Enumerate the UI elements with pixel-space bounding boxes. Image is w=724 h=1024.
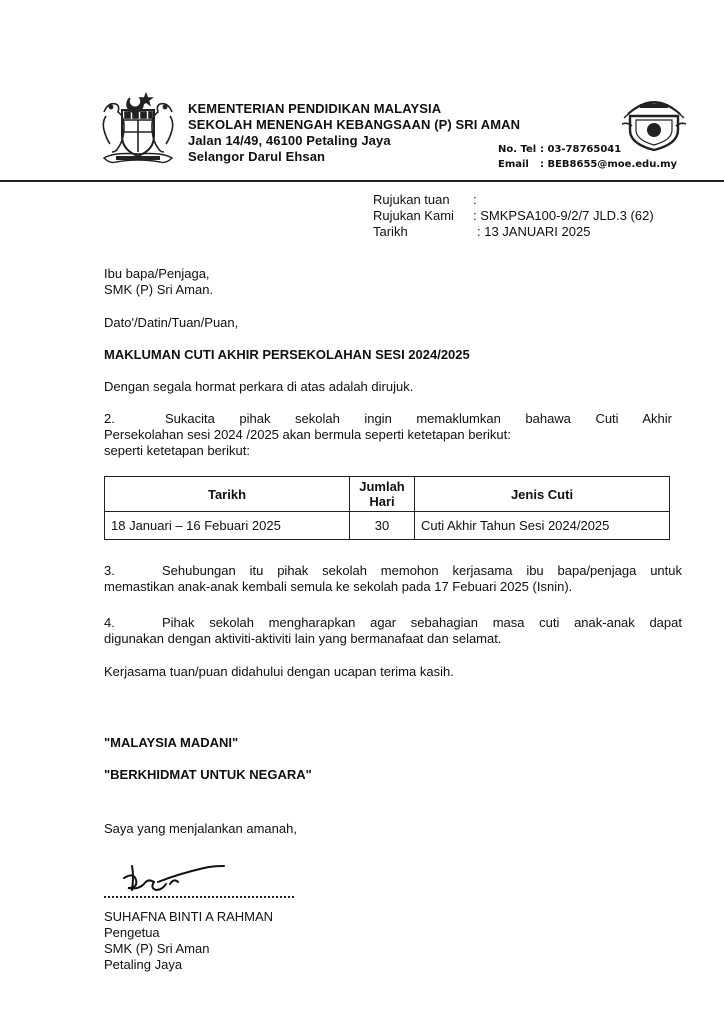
reference-label: Rujukan Kami [373,208,454,223]
reference-value: : SMKPSA100-9/2/7 JLD.3 (62) [473,208,654,223]
cell-tarikh: 18 Januari – 16 Febuari 2025 [105,512,350,540]
reference-block [373,192,654,240]
signatory-org: SMK (P) Sri Aman [104,941,210,956]
column-header-jenis-cuti: Jenis Cuti [415,477,670,512]
signatory-city: Petaling Jaya [104,957,183,972]
school-crest-logo [618,94,690,154]
paragraph-4-number: 4. [104,615,115,630]
closing-line: Kerjasama tuan/puan didahului dengan ucapan terima kasih. [104,664,454,679]
signature-line [104,896,294,898]
motto-malaysia-madani: "MALAYSIA MADANI" [104,735,239,750]
school-name: SEKOLAH MENENGAH KEBANGSAAN (P) SRI AMAN [188,117,521,132]
column-header-tarikh: Tarikh [105,477,350,512]
email-label: Email [498,159,529,170]
recipient-line2: SMK (P) Sri Aman. [104,282,214,297]
recipient-line1: Ibu bapa/Penjaga, [104,266,210,281]
tel-value: : 03-78765041 [540,144,622,155]
email-value: : BEB8655@moe.edu.my [540,159,678,170]
column-header-jumlah-hari: Jumlah Hari [350,477,415,512]
paragraph-2-line1: Sukacita pihak sekolah ingin memaklumkan bahawa Cuti Akhir [165,411,672,426]
paragraph-3-line2: memastikan anak-anak kembali semula ke sekolah pada 17 Febuari 2025 (Isnin). [104,579,573,594]
signature-image [118,858,228,898]
header-divider [0,180,724,182]
tel-label: No. Tel [498,144,537,155]
paragraph-2-line3: seperti ketetapan berikut: [104,443,250,458]
sign-off: Saya yang menjalankan amanah, [104,821,297,836]
reference-value: : 13 JANUARI 2025 [477,224,591,239]
reference-label: Tarikh [373,224,408,239]
cell-jumlah-hari: 30 [350,512,415,540]
reference-row [373,208,654,224]
signatory-name: SUHAFNA BINTI A RAHMAN [104,909,274,924]
paragraph-1: Dengan segala hormat perkara di atas adalah dirujuk. [104,379,414,394]
coat-of-arms-logo [94,90,182,170]
ministry-name: KEMENTERIAN PENDIDIKAN MALAYSIA [188,101,442,116]
school-address-line1: Jalan 14/49, 46100 Petaling Jaya [188,133,391,148]
table-header-row [105,477,670,512]
paragraph-3-number: 3. [104,563,115,578]
signatory-title: Pengetua [104,925,160,940]
subject-heading: MAKLUMAN CUTI AKHIR PERSEKOLAHAN SESI 2024/2025 [104,347,470,362]
school-address-line2: Selangor Darul Ehsan [188,149,326,164]
holiday-table [104,476,670,540]
paragraph-4-line1: Pihak sekolah mengharapkan agar sebahagian masa cuti anak-anak dapat [162,615,682,630]
reference-value: : [473,192,477,207]
cell-jenis-cuti: Cuti Akhir Tahun Sesi 2024/2025 [415,512,670,540]
paragraph-3-line1: Sehubungan itu pihak sekolah memohon kerjasama ibu bapa/penjaga untuk [162,563,682,578]
paragraph-2-line2: Persekolahan sesi 2024 /2025 akan bermula seperti ketetapan berikut: [104,427,511,442]
motto-berkhidmat: "BERKHIDMAT UNTUK NEGARA" [104,767,312,782]
table-row [105,512,670,540]
reference-row [373,192,654,208]
reference-label: Rujukan tuan [373,192,450,207]
paragraph-4-line2: digunakan dengan aktiviti-aktiviti lain yang bermanafaat dan selamat. [104,631,502,646]
salutation: Dato'/Datin/Tuan/Puan, [104,315,239,330]
reference-row [373,224,654,240]
paragraph-2-number: 2. [104,411,115,426]
